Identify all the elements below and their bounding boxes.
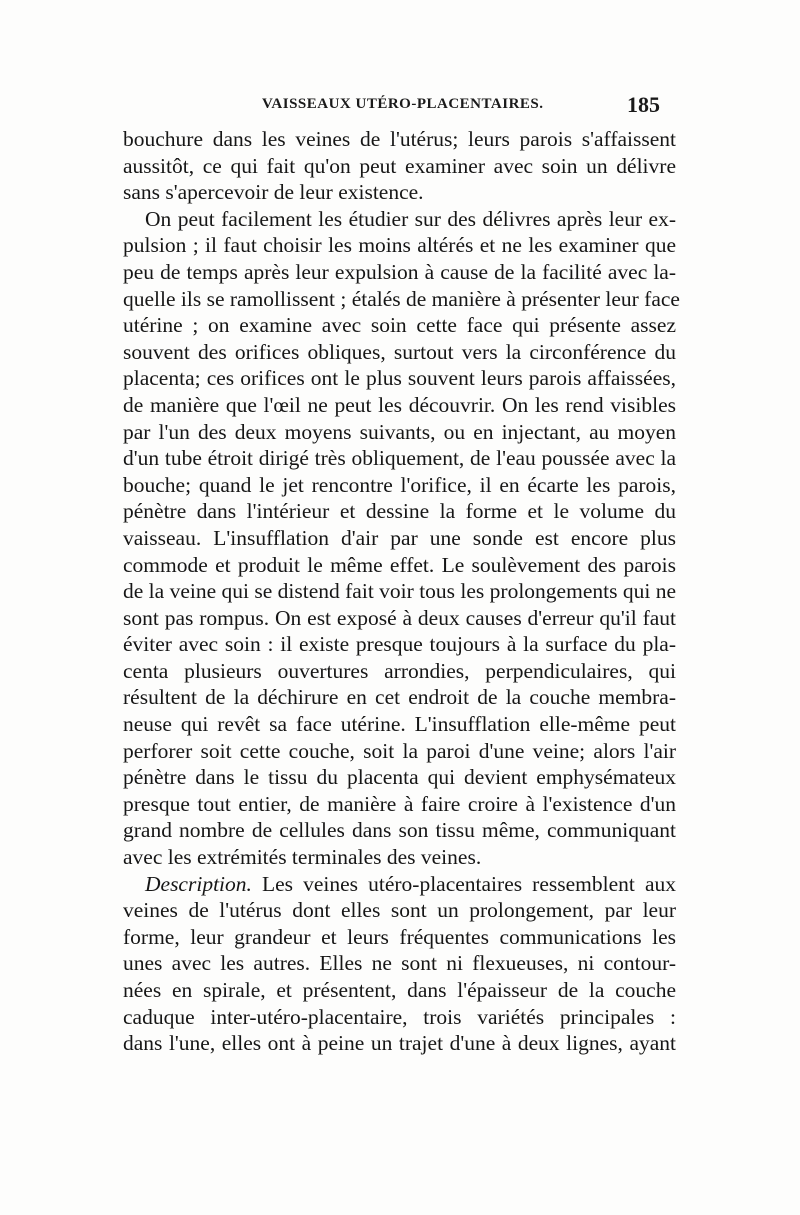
text-line: de manière que l'œil ne peut les découvrir. On les rend visibles — [123, 392, 676, 417]
text-line: dans l'une, elles ont à peine un trajet d'une à deux lignes, ayant — [123, 1031, 676, 1056]
text-line: forme, leur grandeur et leurs fréquentes communications les — [123, 924, 676, 949]
text-line: résultent de la déchirure en cet endroit de la couche membra- — [123, 685, 676, 710]
text-line: peu de temps après leur expulsion à cause de la facilité avec la- — [123, 259, 676, 284]
text-line: grand nombre de cellules dans son tissu même, communiquant — [123, 818, 676, 843]
text-line: par l'un des deux moyens suivants, ou en injectant, au moyen — [123, 419, 676, 444]
text-line-rest: Les veines utéro-placentaires ressemblent aux — [261, 871, 676, 896]
text-line: vaisseau. L'insufflation d'air par une sonde est encore plus — [123, 525, 676, 550]
text-line: d'un tube étroit dirigé très obliquement, de l'eau poussée avec la — [123, 446, 676, 471]
section-heading-description: Description. — [145, 871, 252, 896]
text-line: utérine ; on examine avec soin cette face qui présente assez — [123, 313, 676, 338]
text-line: pulsion ; il faut choisir les moins altérés et ne les examiner que — [123, 233, 676, 258]
text-line: éviter avec soin : il existe presque toujours à la surface du pla- — [123, 632, 676, 657]
text-line: pénètre dans l'intérieur et dessine la forme et le volume du — [123, 499, 676, 524]
text-line: presque tout entier, de manière à faire croire à l'existence d'un — [123, 791, 676, 816]
text-line: neuse qui revêt sa face utérine. L'insufflation elle-même peut — [123, 712, 676, 737]
text-line-with-heading — [123, 871, 676, 898]
text-line: sont pas rompus. On est exposé à deux causes d'erreur qu'il faut — [123, 605, 676, 630]
text-line: bouchure dans les veines de l'utérus; leurs parois s'affaissent — [123, 127, 676, 151]
text-line: bouche; quand le jet rencontre l'orifice, il en écarte les parois, — [123, 472, 676, 497]
text-line: sans s'apercevoir de leur existence. — [123, 180, 424, 205]
text-line: On peut facilement les étudier sur des délivres après leur ex- — [145, 206, 676, 231]
text-line: nées en spirale, et présentent, dans l'épaisseur de la couche — [123, 978, 676, 1002]
text-line: de la veine qui se distend fait voir tous les prolongements qui ne — [123, 579, 676, 604]
text-line: perforer soit cette couche, soit la paroi d'une veine; alors l'air — [123, 738, 676, 763]
text-line: veines de l'utérus dont elles sont un prolongement, par leur — [123, 898, 676, 923]
text-line: commode et produit le même effet. Le soulèvement des parois — [123, 552, 676, 577]
text-line: placenta; ces orifices ont le plus souvent leurs parois affaissées, — [123, 366, 676, 391]
text-line: unes avec les autres. Elles ne sont ni flexueuses, ni contour- — [123, 951, 676, 976]
text-line: pénètre dans le tissu du placenta qui devient emphysémateux — [123, 765, 676, 790]
text-line: souvent des orifices obliques, surtout vers la circonférence du — [123, 339, 676, 364]
text-line: aussitôt, ce qui fait qu'on peut examiner avec soin un délivre — [123, 153, 676, 178]
running-title: VAISSEAUX UTÉRO-PLACENTAIRES. — [262, 96, 544, 112]
text-line: caduque inter-utéro-placentaire, trois variétés principales : — [123, 1004, 676, 1029]
text-line: centa plusieurs ouvertures arrondies, perpendiculaires, qui — [123, 658, 676, 683]
page-number: 185 — [627, 92, 660, 117]
text-line: quelle ils se ramollissent ; étalés de manière à présenter leur face — [123, 286, 680, 311]
body-text — [123, 126, 680, 1057]
text-line: avec les extrémités terminales des veines. — [123, 845, 482, 870]
